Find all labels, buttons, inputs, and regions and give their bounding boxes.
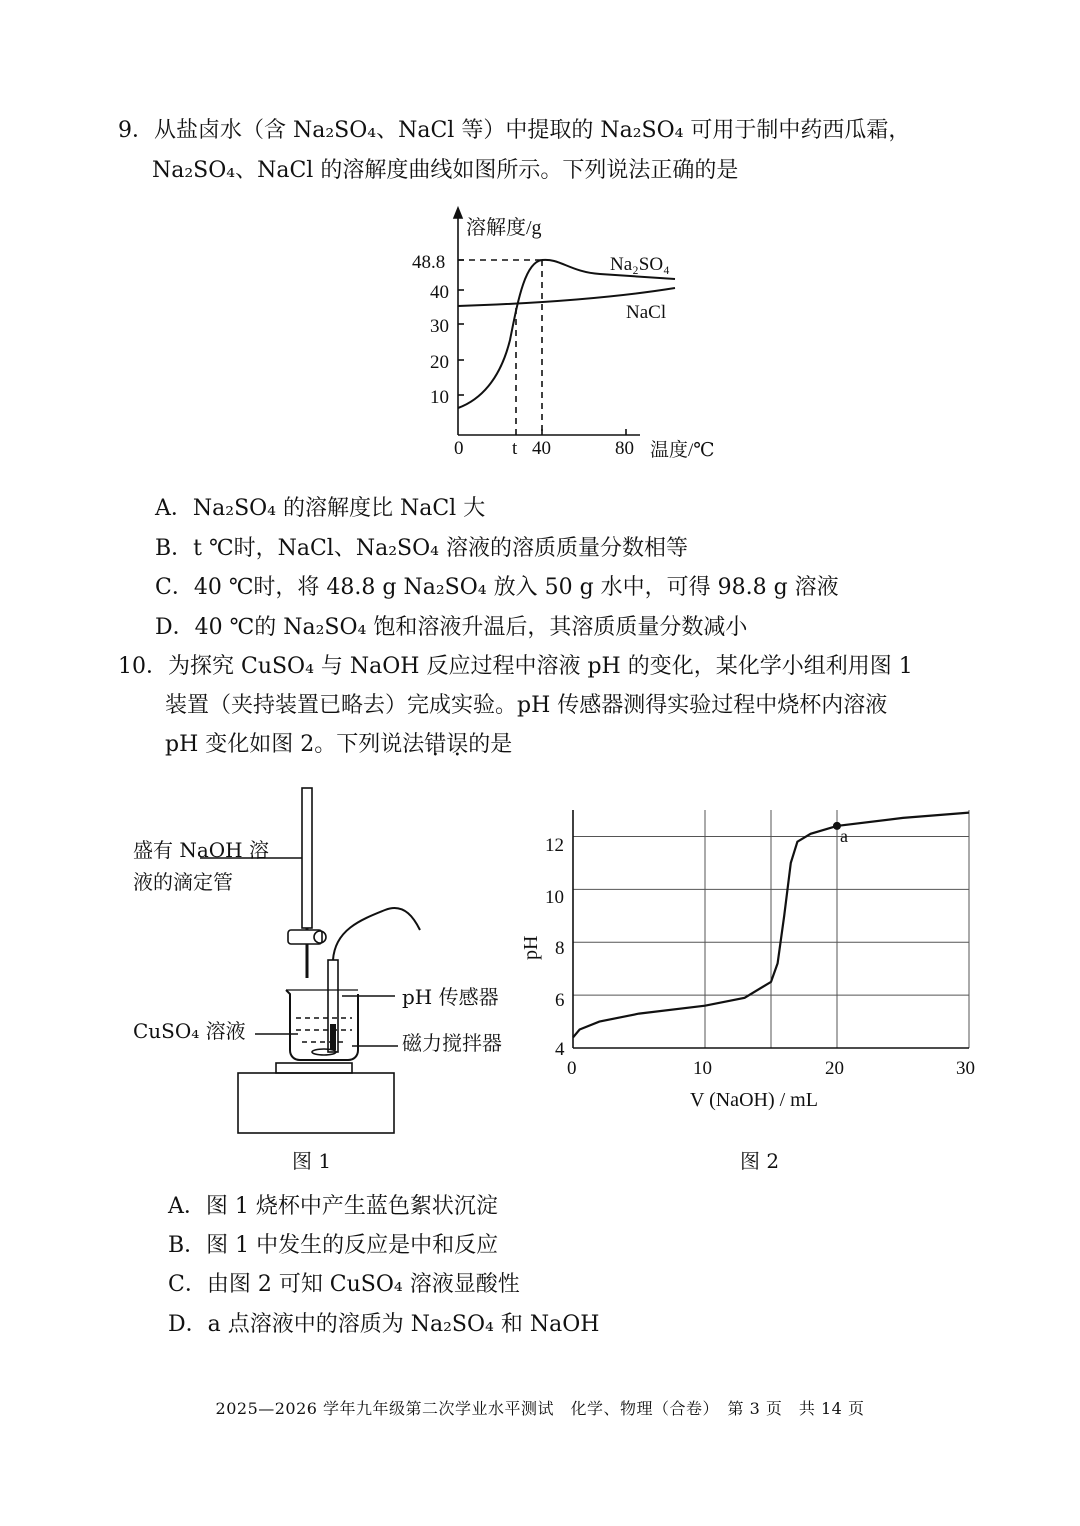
x-tick-80: 80 bbox=[615, 438, 634, 459]
y-tick-48.8: 48.8 bbox=[412, 252, 446, 273]
ph-chart bbox=[515, 800, 985, 1120]
page-footer: 2025—2026 学年九年级第二次学业水平测试 化学、物理（合卷） 第 3 页 共 14 页 bbox=[215, 1399, 865, 1418]
solubility-chart bbox=[400, 200, 740, 470]
ph-x-tick-10: 10 bbox=[693, 1058, 712, 1079]
emphasis-char-cuo: 错 bbox=[424, 732, 447, 757]
q10-option-d[interactable]: D．a 点溶液中的溶质为 Na₂SO₄ 和 NaOH bbox=[168, 1312, 600, 1337]
legend-na2so4: Na₂SO₄ bbox=[610, 254, 670, 275]
q9-stem-line1: 9．从盐卤水（含 Na₂SO₄、NaCl 等）中提取的 Na₂SO₄ 可用于制中药西瓜霜， bbox=[118, 118, 911, 143]
point-a-label: a bbox=[840, 825, 848, 846]
ph-y-tick-6: 6 bbox=[555, 990, 565, 1011]
y-tick-40: 40 bbox=[430, 282, 449, 303]
ph-x-tick-0: 0 bbox=[567, 1058, 577, 1079]
y-axis-arrow bbox=[454, 208, 462, 218]
stirrer-base bbox=[238, 1073, 394, 1133]
label-burette-1: 盛有 NaOH 溶 bbox=[133, 838, 269, 862]
x-label: 温度/℃ bbox=[650, 440, 715, 461]
ph-x-tick-30: 30 bbox=[956, 1058, 975, 1079]
y-tick-30: 30 bbox=[430, 316, 449, 337]
q9-option-d[interactable]: D．40 ℃的 Na₂SO₄ 饱和溶液升温后，其溶质质量分数减小 bbox=[155, 615, 748, 640]
q10-stem-line3 bbox=[165, 730, 512, 760]
q9-option-c[interactable]: C．40 ℃时，将 48.8 g Na₂SO₄ 放入 50 g 水中，可得 98.8 g 溶液 bbox=[155, 575, 839, 600]
label-burette-2: 液的滴定管 bbox=[133, 870, 233, 894]
label-cuso4-solution: CuSO₄ 溶液 bbox=[133, 1019, 246, 1043]
sensor-cable bbox=[333, 908, 420, 960]
q10-stem-line1: 10．为探究 CuSO₄ 与 NaOH 反应过程中溶液 pH 的变化，某化学小组利用图 1 bbox=[118, 654, 913, 679]
label-stirrer: 磁力搅拌器 bbox=[402, 1031, 502, 1055]
figure1-caption: 图 1 bbox=[292, 1149, 332, 1173]
q10-option-a[interactable]: A．图 1 烧杯中产生蓝色絮状沉淀 bbox=[168, 1194, 498, 1219]
q9-option-b[interactable]: B．t ℃时，NaCl、Na₂SO₄ 溶液的溶质质量分数相等 bbox=[155, 536, 688, 561]
x-tick-0: 0 bbox=[454, 438, 464, 459]
y-tick-20: 20 bbox=[430, 352, 449, 373]
ph-y-tick-12: 12 bbox=[545, 835, 564, 856]
curve-na2so4 bbox=[458, 260, 675, 408]
q10-option-c[interactable]: C．由图 2 可知 CuSO₄ 溶液显酸性 bbox=[168, 1272, 520, 1297]
stirrer-top bbox=[276, 1063, 352, 1073]
figure2-caption: 图 2 bbox=[740, 1149, 780, 1173]
label-ph-sensor: pH 传感器 bbox=[402, 985, 499, 1009]
y-label: 溶解度/g bbox=[466, 217, 542, 239]
ph-y-tick-10: 10 bbox=[545, 887, 564, 908]
q9-option-a[interactable]: A．Na₂SO₄ 的溶解度比 NaCl 大 bbox=[155, 496, 486, 521]
q9-stem-line2: Na₂SO₄、NaCl 的溶解度曲线如图所示。下列说法正确的是 bbox=[152, 158, 739, 183]
ph-y-tick-4: 4 bbox=[555, 1039, 565, 1060]
probe-tip bbox=[330, 1024, 336, 1050]
burette-tube bbox=[302, 788, 312, 928]
q10-line3-part3: 的是 bbox=[468, 732, 513, 757]
x-tick-t: t bbox=[512, 438, 518, 459]
emphasis-char-wu: 误 bbox=[446, 732, 469, 757]
ph-x-tick-20: 20 bbox=[825, 1058, 844, 1079]
ph-y-tick-8: 8 bbox=[555, 938, 565, 959]
q10-line3-part1: pH 变化如图 2。下列说法 bbox=[165, 732, 425, 757]
x-tick-40: 40 bbox=[532, 438, 551, 459]
q10-stem-line2: 装置（夹持装置已略去）完成实验。pH 传感器测得实验过程中烧杯内溶液 bbox=[165, 693, 888, 718]
q10-option-b[interactable]: B．图 1 中发生的反应是中和反应 bbox=[168, 1233, 499, 1258]
legend-nacl: NaCl bbox=[626, 302, 667, 323]
ph-y-label: pH bbox=[520, 935, 542, 960]
y-tick-10: 10 bbox=[430, 387, 449, 408]
ph-x-label: V (NaOH) / mL bbox=[690, 1089, 818, 1111]
